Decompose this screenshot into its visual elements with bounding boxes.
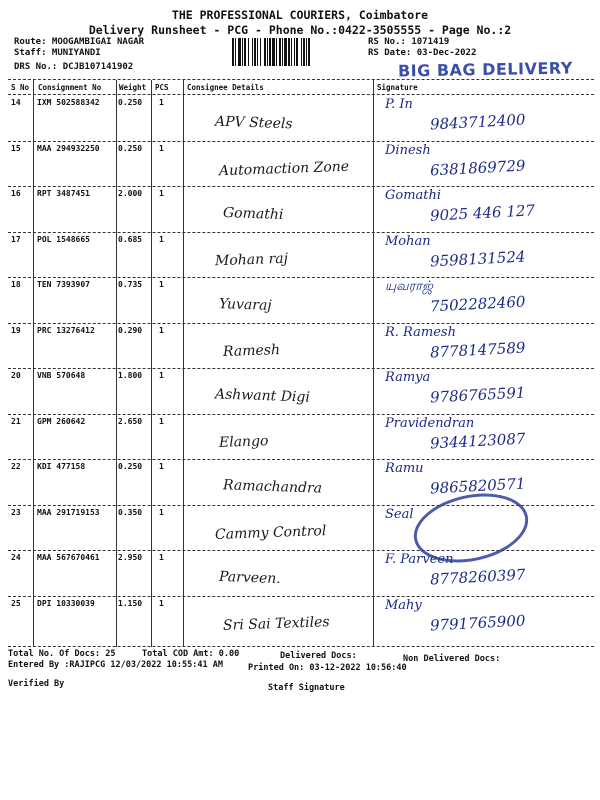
big-bag-stamp: BIG BAG DELIVERY (397, 58, 573, 81)
row-pcs: 1 (159, 234, 164, 244)
row-sno: 17 (11, 234, 21, 244)
row-phone: 9791765900 (429, 611, 526, 634)
row-consignee: Yuvaraj (218, 296, 272, 314)
table-bottom-rule (8, 646, 594, 647)
row-signature: Dinesh (385, 142, 431, 158)
row-signature: Ramya (385, 370, 431, 385)
row-consignment-no: DPI 10330039 (37, 598, 95, 608)
row-consignee: APV Steels (214, 113, 293, 133)
row-weight: 2.000 (118, 189, 143, 198)
row-weight: 0.250 (118, 462, 143, 471)
header-top-rule (8, 79, 594, 80)
row-sno: 16 (11, 189, 21, 198)
delivered-docs: Delivered Docs: (280, 651, 357, 661)
row-weight: 0.250 (118, 98, 143, 107)
staff-signature: Staff Signature (268, 683, 345, 693)
row-consignee: Sri Sai Textiles (222, 613, 330, 634)
row-signature: F. Parveen (385, 552, 454, 567)
col-header-signature: Signature (377, 83, 418, 92)
row-sno: 15 (11, 143, 21, 153)
company-name: THE PROFESSIONAL COURIERS, Coimbatore (171, 8, 429, 22)
row-sno: 20 (11, 371, 21, 380)
row-weight: 2.950 (118, 553, 143, 562)
table-row (0, 232, 600, 278)
row-consignee: Cammy Control (214, 522, 327, 543)
row-consignment-no: GPM 260642 (37, 416, 86, 426)
barcode (232, 38, 362, 66)
row-consignee: Elango (218, 432, 269, 451)
printed-on: Printed On: 03-12-2022 10:56:40 (248, 663, 407, 673)
col-header-consignment: Consignment No (38, 83, 102, 92)
row-weight: 1.800 (118, 371, 143, 380)
row-weight: 0.685 (118, 234, 143, 244)
row-weight: 2.650 (118, 416, 143, 426)
row-pcs: 1 (159, 598, 164, 608)
table-row (0, 368, 600, 414)
row-weight: 1.150 (118, 598, 143, 608)
table-row (0, 95, 600, 141)
row-consignee: Ramachandra (222, 477, 323, 497)
row-sno: 18 (11, 280, 21, 289)
row-pcs: 1 (159, 553, 164, 562)
row-pcs: 1 (159, 507, 164, 517)
total-cod: Total COD Amt: 0.00 (142, 649, 240, 659)
table-row (0, 414, 600, 460)
row-pcs: 1 (159, 416, 164, 426)
row-weight: 0.735 (118, 280, 143, 289)
row-phone: 9843712400 (429, 110, 526, 134)
non-delivered-docs: Non Delivered Docs: (403, 654, 501, 664)
row-consignee: Ramesh (222, 341, 281, 360)
row-consignment-no: VNB 570648 (37, 371, 86, 380)
table-row (0, 323, 600, 369)
row-signature: யுவராஜ் (385, 279, 433, 294)
route: Route: MOOGAMBIGAI NAGAR (14, 37, 145, 47)
col-header-pcs: PCS (155, 83, 169, 92)
row-consignee: Gomathi (222, 204, 284, 224)
row-sno: 19 (11, 325, 21, 335)
row-consignee: Automaction Zone (218, 158, 350, 179)
row-consignee: Ashwant Digi (214, 386, 311, 406)
row-signature: Ramu (385, 461, 424, 476)
row-signature: Pravidendran (385, 415, 475, 431)
rs-date: RS Date: 03-Dec-2022 (368, 48, 477, 58)
drs-no: DRS No.: DCJB107141902 (14, 62, 134, 72)
row-consignment-no: PRC 13276412 (37, 325, 95, 335)
row-sno: 24 (11, 553, 21, 562)
table-row (0, 277, 600, 323)
row-consignment-no: KDI 477158 (37, 462, 86, 471)
col-header-weight: Weight (119, 83, 147, 92)
entered-by: Entered By :RAJIPCG 12/03/2022 10:55:41 AM (8, 660, 223, 670)
row-signature: Seal (385, 506, 414, 522)
row-sno: 25 (11, 598, 21, 608)
row-phone: 8778260397 (429, 565, 526, 589)
row-consignee: Parveen. (218, 568, 282, 588)
row-consignment-no: MAA 291719153 (37, 507, 100, 517)
rs-no: RS No.: 1071419 (368, 37, 450, 47)
row-phone: 9598131524 (429, 247, 526, 270)
row-sno: 21 (11, 416, 21, 426)
row-consignee: Mohan raj (214, 250, 289, 269)
row-weight: 0.290 (118, 325, 143, 335)
row-consignment-no: POL 1548665 (37, 234, 90, 244)
row-pcs: 1 (159, 189, 164, 198)
table-row (0, 550, 600, 596)
row-pcs: 1 (159, 280, 164, 289)
row-consignment-no: TEN 7393907 (37, 280, 90, 289)
row-pcs: 1 (159, 371, 164, 380)
row-weight: 0.250 (118, 143, 143, 153)
barcode-bar (308, 38, 310, 66)
row-phone: 9025 446 127 (429, 201, 536, 225)
runsheet-subtitle: Delivery Runsheet - PCG - Phone No.:0422-3505555 - Page No.:2 (88, 23, 512, 37)
row-signature: Mohan (385, 233, 431, 249)
row-phone: 9344123087 (429, 429, 526, 452)
row-pcs: 1 (159, 462, 164, 471)
row-pcs: 1 (159, 143, 164, 153)
row-signature: Mahy (385, 597, 422, 613)
row-phone: 9865820571 (429, 474, 526, 498)
table-row (0, 141, 600, 187)
row-signature: R. Ramesh (385, 324, 456, 340)
row-phone: 9786765591 (429, 383, 526, 407)
staff: Staff: MUNIYANDI (14, 48, 101, 58)
col-header-sno: S No (11, 83, 30, 92)
row-sno: 22 (11, 462, 21, 471)
table-row (0, 186, 600, 232)
row-phone: 6381869729 (429, 156, 526, 179)
row-consignment-no: MAA 294932250 (37, 143, 100, 153)
verified-by: Verified By (8, 679, 65, 689)
row-sno: 23 (11, 507, 21, 517)
row-signature: P. In (385, 97, 413, 112)
row-weight: 0.350 (118, 507, 143, 517)
table-row (0, 596, 600, 642)
row-consignment-no: RPT 3487451 (37, 189, 90, 198)
row-signature: Gomathi (385, 188, 442, 203)
row-pcs: 1 (159, 325, 164, 335)
row-sno: 14 (11, 98, 21, 107)
row-consignment-no: IXM 502588342 (37, 98, 100, 107)
col-header-consignee: Consignee Details (187, 83, 264, 92)
row-pcs: 1 (159, 98, 164, 107)
row-phone: 8778147589 (429, 338, 526, 361)
row-consignment-no: MAA 567670461 (37, 553, 100, 562)
total-docs: Total No. Of Docs: 25 (8, 649, 116, 659)
row-phone: 7502282460 (429, 292, 526, 316)
